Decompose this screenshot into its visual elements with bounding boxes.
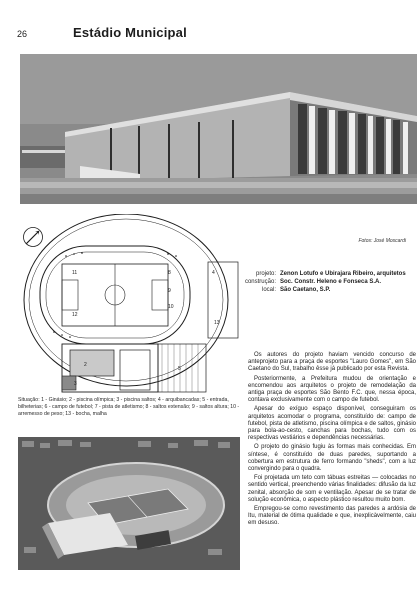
plan-label: 5 (178, 366, 181, 372)
plan-label: 10 (168, 304, 174, 310)
credit-row (226, 278, 416, 286)
credit-value: Soc. Constr. Heleno e Fonseca S.A. (280, 279, 382, 285)
page-title: Estádio Municipal (73, 25, 187, 40)
credit-value: Zenon Lotufo e Ubirajara Ribeiro, arquitetos (280, 271, 406, 277)
plan-label: 9 (168, 288, 171, 294)
aerial-photo (18, 437, 240, 570)
article-body (248, 352, 416, 530)
plan-label: 11 (72, 270, 78, 276)
credit-value: São Caetano, S.P. (280, 287, 331, 293)
article-paragraph: Empregou-se como revestimento das paredes a ardósia de Itu, material de ótima qualidade e que, inexplicàvelmente, caiu em desuso. (248, 506, 416, 527)
plan-label: 12 (72, 312, 78, 318)
plan-label: 3 (74, 381, 77, 387)
article-paragraph: Foi projetada um teto com tábuas estreitas — colocadas no sentido vertical, preenchendo várias finalidades: difusão da luz zenital, absorção de som e ventilação. Apesar de se tratar de solução econômica, o aspecto plástico resultou muito bom. (248, 475, 416, 503)
credit-label: projeto: (255, 271, 276, 277)
plan-legend: Situação: 1 - Ginásio; 2 - piscina olímpica; 3 - piscina saltos; 4 - arquibancadas; 5 - entrada, bilheterias; 6 - campo de futebol; 7 - pista de atletismo; 8 - saltos extensão; 9 - saltos altura; 10 - arremesso de peso; 13 - bocha, malha (18, 397, 240, 417)
credit-label: local: (261, 287, 276, 293)
plan-label: 13 (214, 320, 220, 326)
credit-row (226, 286, 416, 294)
gymnasium-photo (20, 54, 417, 204)
plan-label: 4 (212, 270, 215, 276)
article-paragraph: O projeto do ginásio fugiu às formas mais conhecidas. Em síntese, é constituído de duas paredes, suportando a cobertura em estrutura de ferro formando "sheds", com a luz convergindo para o quadra. (248, 444, 416, 473)
credit-row (226, 270, 416, 278)
article-paragraph: Posteriormente, a Prefeitura mudou de orientação e encomendou aos arquitetos o projeto de remodelação da antiga praça de esportes São Bento F.C. que, nessa época, contava exclusivamente com o campo de futebol. (248, 375, 416, 404)
article-paragraph: Os autores do projeto haviam vencido concurso de anteprojeto para a praça de esportes "Lauro Gomes", em São Caetano do Sul, trabalho êsse já publicado por esta Revista. (248, 352, 416, 373)
site-plan (18, 214, 246, 396)
article-paragraph: Apesar do exíguo espaço disponível, conseguiram os arquitetos acomodar o programa, constituído de: campo de futebol, pista de atletismo, piscina olímpica e de saltos, ginásio para bola-ao-cesto, canchas para bochas, tudo com os respectivas vestiários e dependências necessárias. (248, 406, 416, 442)
project-credits (226, 270, 416, 294)
plan-label: 2 (84, 362, 87, 368)
credit-label: construção: (244, 279, 276, 285)
plan-label: 8 (168, 270, 171, 276)
photo-credit: Fotos: José Moscardi (358, 238, 406, 244)
page-number: 26 (17, 29, 28, 39)
